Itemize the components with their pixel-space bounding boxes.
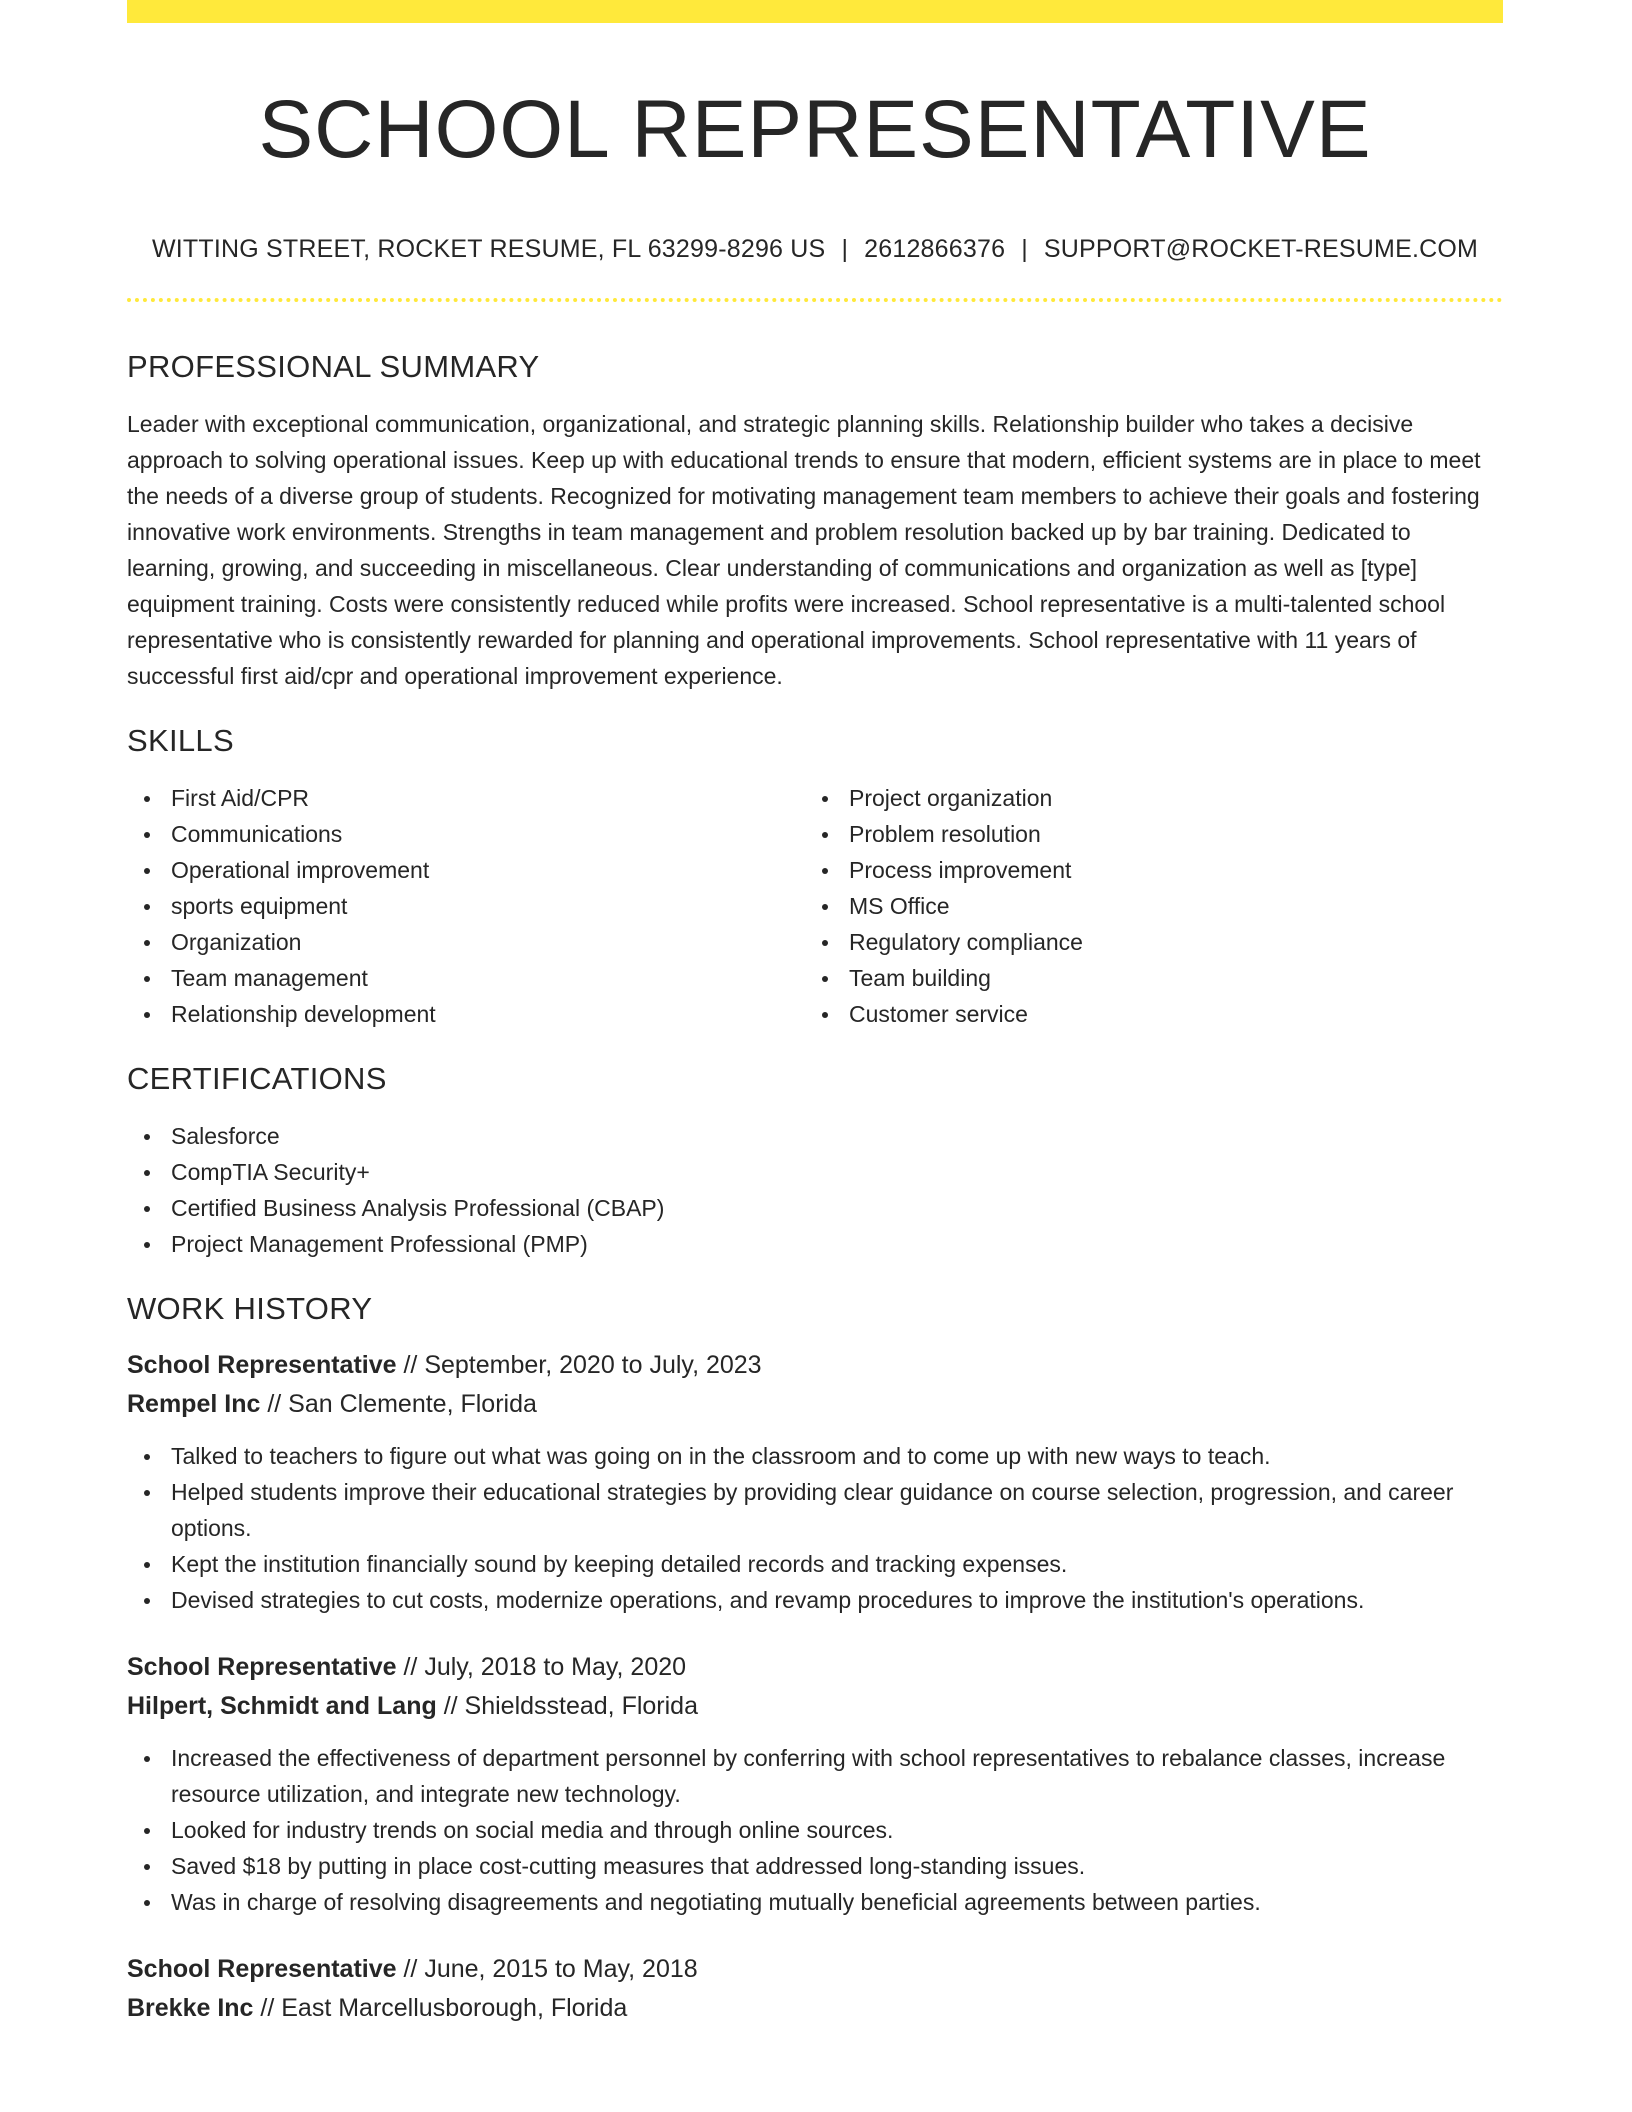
- job-bullet: Devised strategies to cut costs, modernize operations, and revamp procedures to improve the institution's operations.: [127, 1582, 1503, 1618]
- job-dates: // July, 2018 to May, 2020: [396, 1653, 687, 1682]
- contact-phone: 2612866376: [864, 235, 1006, 264]
- job-entry: [127, 1346, 1503, 1618]
- job-company-line: [127, 1385, 1503, 1424]
- skill-item: Problem resolution: [805, 816, 1483, 852]
- contact-address: WITTING STREET, ROCKET RESUME, FL 63299-8296 US: [151, 235, 826, 264]
- job-role: School Representative: [127, 1653, 397, 1682]
- job-bullet: Kept the institution financially sound by keeping detailed records and tracking expenses.: [127, 1546, 1503, 1582]
- skill-item: MS Office: [805, 888, 1483, 924]
- skill-item: Project organization: [805, 780, 1483, 816]
- skill-item: Communications: [127, 816, 805, 852]
- accent-top-bar: [127, 0, 1503, 23]
- skills-left-list: [127, 780, 805, 1032]
- job-dates: // September, 2020 to July, 2023: [396, 1351, 762, 1380]
- job-bullet: Was in charge of resolving disagreements and negotiating mutually beneficial agreements between parties.: [127, 1884, 1503, 1920]
- skill-item: Regulatory compliance: [805, 924, 1483, 960]
- dotted-divider: [127, 298, 1503, 302]
- job-bullet: Increased the effectiveness of department personnel by conferring with school representatives to rebalance classes, increase resource utilization, and integrate new technology.: [127, 1740, 1503, 1812]
- contact-separator: |: [841, 235, 849, 264]
- job-dates: // June, 2015 to May, 2018: [396, 1955, 698, 1984]
- skill-item: Team building: [805, 960, 1483, 996]
- job-bullet: Looked for industry trends on social media and through online sources.: [127, 1812, 1503, 1848]
- job-bullets: [127, 1438, 1503, 1618]
- skill-item: Organization: [127, 924, 805, 960]
- resume-title: SCHOOL REPRESENTATIVE: [258, 84, 1372, 175]
- skill-item: Process improvement: [805, 852, 1483, 888]
- skill-item: Customer service: [805, 996, 1483, 1032]
- job-location: // East Marcellusborough, Florida: [253, 1994, 628, 2023]
- job-bullet: Saved $18 by putting in place cost-cutting measures that addressed long-standing issues.: [127, 1848, 1503, 1884]
- summary-text: Leader with exceptional communication, organizational, and strategic planning skills. Relationship builder who takes a decisive approach to solving operational issues. Keep up with educational trends to ensure that modern, efficient systems are in place to meet the needs of a diverse group of students. Recognized for motivating management team members to achieve their goals and fostering innovative work environments. Strengths in team management and problem resolution backed up by bar training. Dedicated to learning, growing, and succeeding in miscellaneous. Clear understanding of communications and organization as well as [type] equipment training. Costs were consistently reduced while profits were increased. School representative is a multi-talented school representative who is consistently rewarded for planning and operational improvements. School representative with 11 years of successful first aid/cpr and operational improvement experience.: [127, 411, 1481, 690]
- certification-item: CompTIA Security+: [127, 1154, 1503, 1190]
- job-company: Rempel Inc: [127, 1390, 261, 1419]
- summary-heading: PROFESSIONAL SUMMARY: [127, 349, 540, 385]
- job-company-line: [127, 1687, 1503, 1726]
- job-entry: [127, 1648, 1503, 1920]
- job-bullet: Helped students improve their educational strategies by providing clear guidance on course selection, progression, and career options.: [127, 1474, 1503, 1546]
- certification-item: Project Management Professional (PMP): [127, 1226, 1503, 1262]
- work-history-heading: WORK HISTORY: [127, 1291, 373, 1327]
- job-bullet: Talked to teachers to figure out what was going on in the classroom and to come up with new ways to teach.: [127, 1438, 1503, 1474]
- job-company: Brekke Inc: [127, 1994, 254, 2023]
- job-location: // Shieldsstead, Florida: [436, 1692, 698, 1721]
- contact-line: [127, 235, 1503, 264]
- skill-item: Team management: [127, 960, 805, 996]
- contact-email: SUPPORT@ROCKET-RESUME.COM: [1043, 235, 1479, 264]
- skill-item: Operational improvement: [127, 852, 805, 888]
- resume-page: [127, 0, 1503, 2028]
- skill-item: Relationship development: [127, 996, 805, 1032]
- job-title-line: [127, 1648, 1503, 1687]
- certifications-list: [127, 1118, 1503, 1262]
- certification-item: Salesforce: [127, 1118, 1503, 1154]
- certification-item: Certified Business Analysis Professional (CBAP): [127, 1190, 1503, 1226]
- job-location: // San Clemente, Florida: [260, 1390, 537, 1419]
- job-entry: [127, 1950, 1503, 2028]
- certifications-heading: CERTIFICATIONS: [127, 1061, 387, 1097]
- job-company: Hilpert, Schmidt and Lang: [127, 1692, 437, 1721]
- job-title-line: [127, 1950, 1503, 1989]
- job-bullets: [127, 1740, 1503, 1920]
- job-title-line: [127, 1346, 1503, 1385]
- skills-grid: [127, 780, 1503, 1032]
- contact-separator: |: [1021, 235, 1028, 264]
- skills-heading: SKILLS: [127, 723, 234, 759]
- skill-item: sports equipment: [127, 888, 805, 924]
- skill-item: First Aid/CPR: [127, 780, 805, 816]
- job-company-line: [127, 1989, 1503, 2028]
- job-role: School Representative: [127, 1351, 397, 1380]
- job-role: School Representative: [127, 1955, 397, 1984]
- skills-right-list: [805, 780, 1483, 1032]
